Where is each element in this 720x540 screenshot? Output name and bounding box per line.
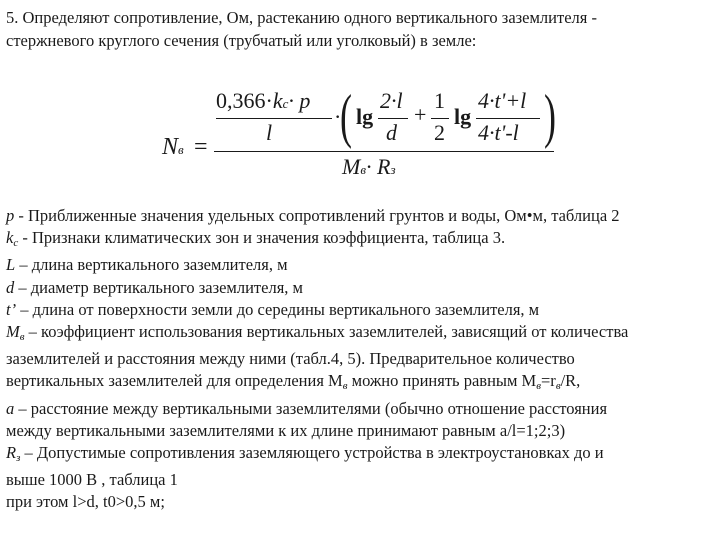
paren-right: )	[543, 83, 556, 149]
formula-frac1-num: 2·l	[380, 88, 403, 113]
section-heading	[6, 6, 714, 52]
formula-half-num: 1	[434, 88, 445, 113]
def-k: $k_c$ - Признаки климатических зон и значения коэффициента, таблица 3.	[6, 228, 506, 250]
main-fraction-bar	[214, 151, 554, 152]
def-a: a – расстояние между вертикальными заземлителями (обычно отношение расстояния	[6, 398, 608, 418]
def-rho: p - Приближенные значения удельных сопротивлений грунтов и воды, Ом•м, таблица 2	[6, 206, 620, 225]
def-d: d – диаметр вертикального заземлителя, м	[6, 277, 303, 297]
formula-lhs: Nв	[162, 134, 184, 160]
def-a-cont: между вертикальными заземлителями к их длине принимают равным a/l=1;2;3)	[6, 420, 566, 440]
formula-plus: +	[414, 102, 427, 127]
def-M-cont-1: заземлителей и расстояния между ними (табл.4, 5). Предварительное количество	[6, 349, 575, 369]
condition-line: при этом l>d, t0>0,5 м;	[6, 492, 165, 512]
formula-lg-1: lg	[356, 104, 374, 129]
fraction-bar-1	[216, 118, 332, 119]
formula-frac2-den: 4·t'-l	[478, 120, 519, 145]
def-R-cont: выше 1000 В , таблица 1	[6, 470, 178, 490]
formula-lg-2: lg	[454, 104, 472, 129]
def-R: $R_з$ – Допустимые сопротивления заземляющего устройства в электроустановках до и	[6, 443, 604, 465]
definitions-list	[6, 205, 716, 514]
def-L: L – длина вертикального заземлителя, м	[6, 255, 288, 275]
def-M-cont-2: вертикальных заземлителей для определения $M_в$ можно принять равным $M_в=r_в/R$,	[6, 371, 581, 393]
formula-denominator: Mв· Rз	[342, 154, 396, 179]
resistance-formula	[158, 83, 578, 188]
heading-line-2: стержневого круглого сечения (трубчатый или уголковый) в земле:	[6, 31, 477, 50]
def-M: $M_в$ – коэффициент использования вертикальных заземлителей, зависящий от количества	[6, 322, 629, 344]
heading-line-1: 5. Определяют сопротивление, Ом, растеканию одного вертикального заземлителя -	[6, 8, 597, 27]
formula-num-coef: 0,366·kс· p	[216, 88, 311, 113]
formula-equals: =	[194, 134, 208, 160]
paren-left: (	[339, 83, 352, 149]
formula-frac1-den: d	[386, 120, 397, 145]
formula-over-l: l	[266, 120, 273, 145]
formula-half-den: 2	[434, 120, 445, 145]
formula-frac2-num: 4·t'+l	[478, 88, 527, 113]
formula-mid-dot: ·	[334, 104, 342, 129]
def-t: t’ – длина от поверхности земли до середины вертикального заземлителя, м	[6, 299, 540, 319]
